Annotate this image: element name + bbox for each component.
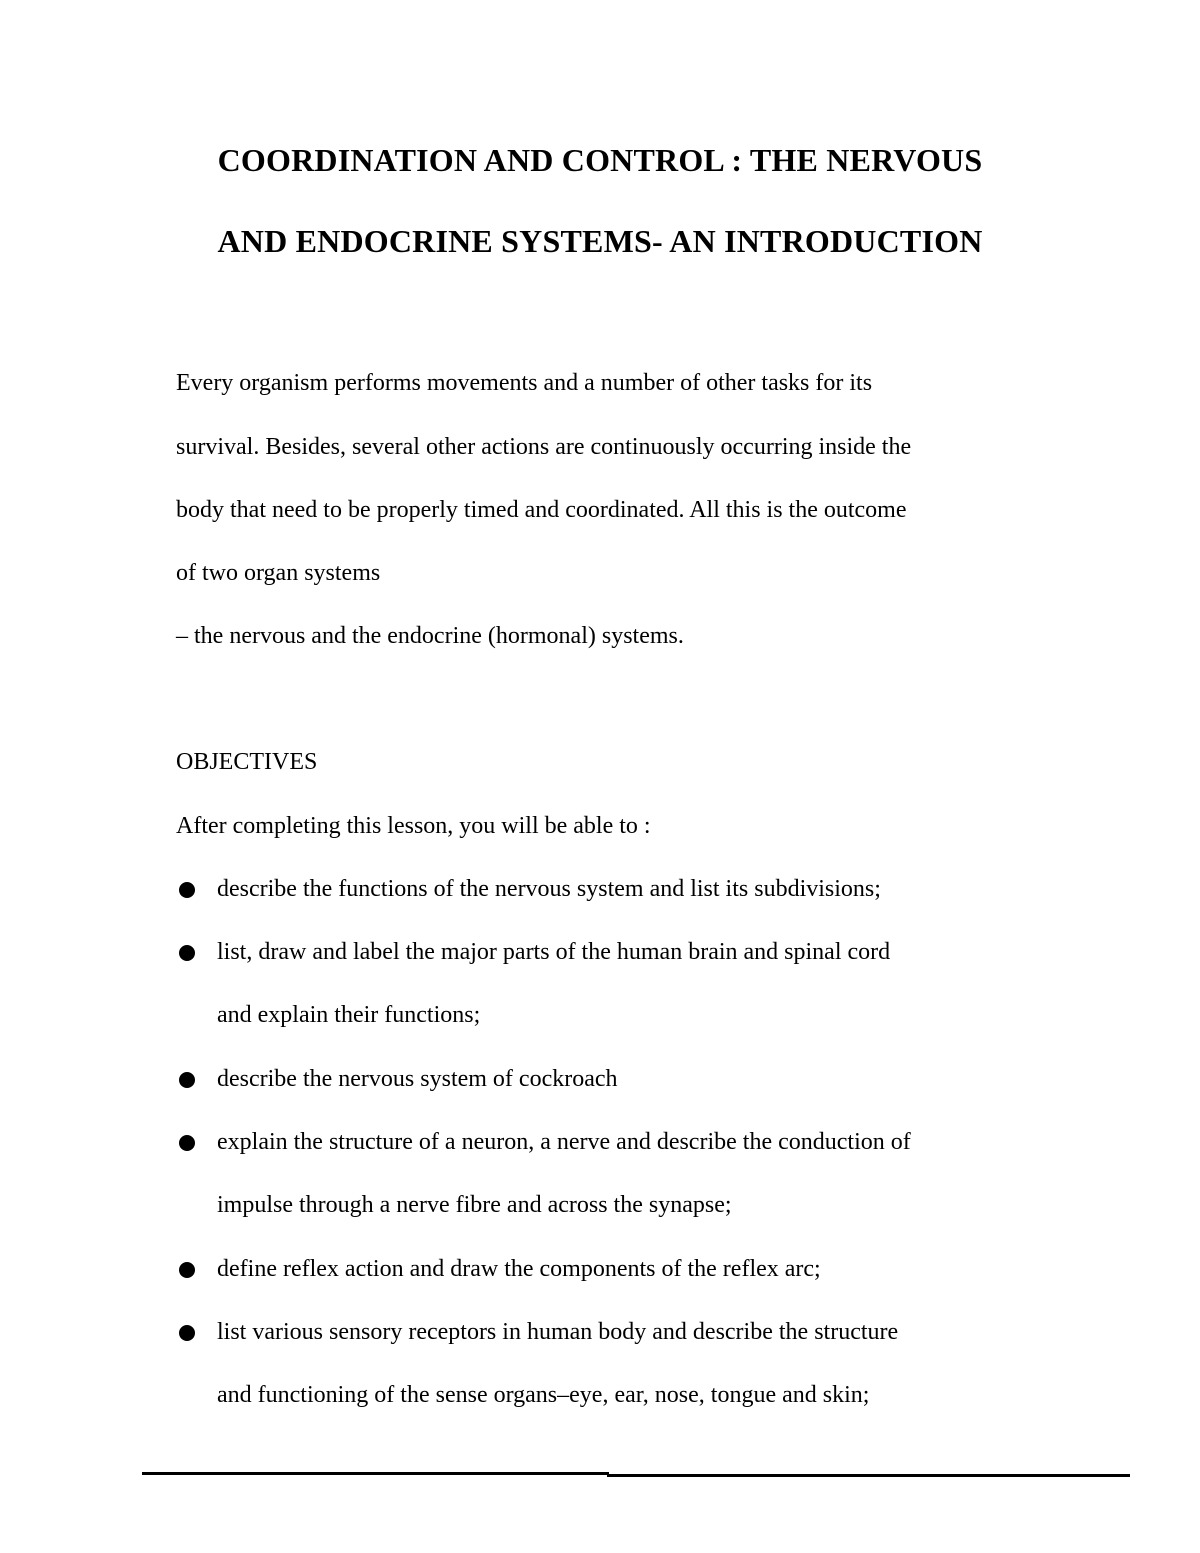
- bullet-icon: [179, 882, 195, 898]
- objectives-heading: OBJECTIVES: [176, 749, 318, 775]
- intro-line: survival. Besides, several other actions are continuously occurring inside the: [176, 434, 912, 460]
- list-item-text: describe the functions of the nervous system and list its subdivisions;: [217, 876, 881, 902]
- list-item-text: impulse through a nerve fibre and across the synapse;: [217, 1192, 732, 1218]
- bullet-icon: [179, 1072, 195, 1088]
- intro-line: Every organism performs movements and a number of other tasks for its: [176, 370, 873, 396]
- list-item-text: and functioning of the sense organs–eye, ear, nose, tongue and skin;: [217, 1382, 870, 1408]
- intro-line: of two organ systems: [176, 560, 381, 586]
- page-title-line-2: AND ENDOCRINE SYSTEMS- AN INTRODUCTION: [217, 223, 983, 259]
- bullet-icon: [179, 1135, 195, 1151]
- intro-line: body that need to be properly timed and coordinated. All this is the outcome: [176, 497, 907, 523]
- list-item-text: explain the structure of a neuron, a nerve and describe the conduction of: [217, 1129, 911, 1155]
- objectives-lead: After completing this lesson, you will be able to :: [176, 813, 651, 839]
- intro-line: – the nervous and the endocrine (hormonal) systems.: [176, 623, 684, 649]
- bullet-icon: [179, 1325, 195, 1341]
- page-title-line-1: COORDINATION AND CONTROL : THE NERVOUS: [217, 142, 983, 178]
- list-item-text: describe the nervous system of cockroach: [217, 1066, 618, 1092]
- list-item-text: define reflex action and draw the components of the reflex arc;: [217, 1256, 821, 1282]
- list-item-text: and explain their functions;: [217, 1002, 481, 1028]
- footer-rule-right: [607, 1474, 1130, 1477]
- list-item-text: list, draw and label the major parts of the human brain and spinal cord: [217, 939, 891, 965]
- list-item-text: list various sensory receptors in human body and describe the structure: [217, 1319, 899, 1345]
- bullet-icon: [179, 1262, 195, 1278]
- footer-rule-left: [142, 1472, 609, 1475]
- bullet-icon: [179, 945, 195, 961]
